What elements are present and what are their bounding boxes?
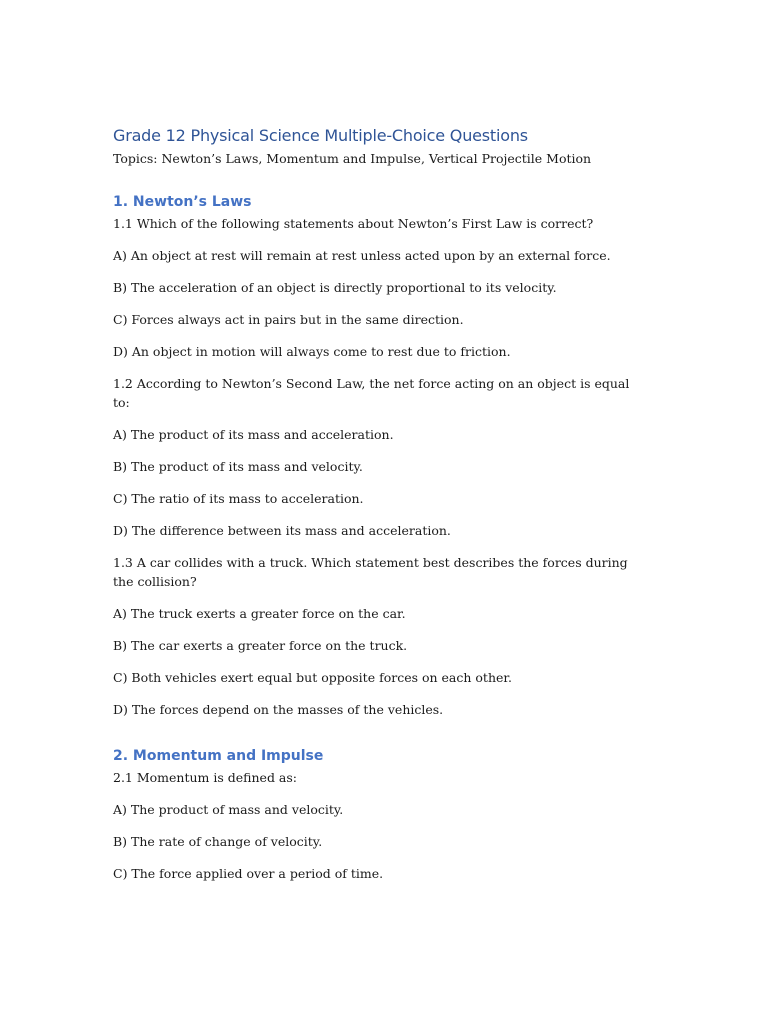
answer-option: D) An object in motion will always come to rest due to friction. — [113, 344, 511, 359]
answer-option: B) The acceleration of an object is directly proportional to its velocity. — [113, 280, 557, 295]
answer-option: C) Both vehicles exert equal but opposite forces on each other. — [113, 670, 512, 685]
section-heading: 1. Newton’s Laws — [113, 194, 252, 210]
sections-container — [113, 190, 633, 883]
question-item — [113, 374, 633, 541]
answer-option: C) The ratio of its mass to acceleration. — [113, 491, 364, 506]
answer-option: B) The car exerts a greater force on the truck. — [113, 638, 408, 653]
answer-option: C) The force applied over a period of time. — [113, 865, 384, 881]
answer-option: A) The product of its mass and acceleration. — [113, 427, 394, 442]
answer-option: C) Forces always act in pairs but in the same direction. — [113, 312, 464, 327]
section-heading: 2. Momentum and Impulse — [113, 747, 324, 764]
section-2 — [113, 744, 633, 884]
question-text: 1.1 Which of the following statements about Newton’s First Law is correct? — [113, 216, 594, 231]
question-text: 1.2 According to Newton’s Second Law, the net force acting on an object is equal to: — [113, 375, 630, 410]
question-text: 2.1 Momentum is defined as: — [113, 769, 298, 785]
topics-line: Topics: Newton’s Laws, Momentum and Impulse, Vertical Projectile Motion — [113, 151, 592, 166]
answer-option: D) The forces depend on the masses of the vehicles. — [113, 702, 444, 717]
answer-option: A) The product of mass and velocity. — [113, 801, 344, 817]
answer-option: A) An object at rest will remain at rest unless acted upon by an external force. — [113, 248, 611, 263]
answer-option: B) The product of its mass and velocity. — [113, 459, 363, 474]
question-item — [113, 768, 633, 884]
document-title: Grade 12 Physical Science Multiple-Choice Questions — [113, 126, 528, 145]
answer-option: D) The difference between its mass and acceleration. — [113, 523, 451, 538]
answer-option: B) The rate of change of velocity. — [113, 833, 323, 849]
document-page — [113, 122, 633, 883]
question-item — [113, 553, 633, 720]
question-text: 1.3 A car collides with a truck. Which statement best describes the forces during the collision? — [113, 554, 628, 589]
answer-option: A) The truck exerts a greater force on the car. — [113, 606, 406, 621]
question-item — [113, 214, 633, 362]
section-1 — [113, 190, 633, 720]
